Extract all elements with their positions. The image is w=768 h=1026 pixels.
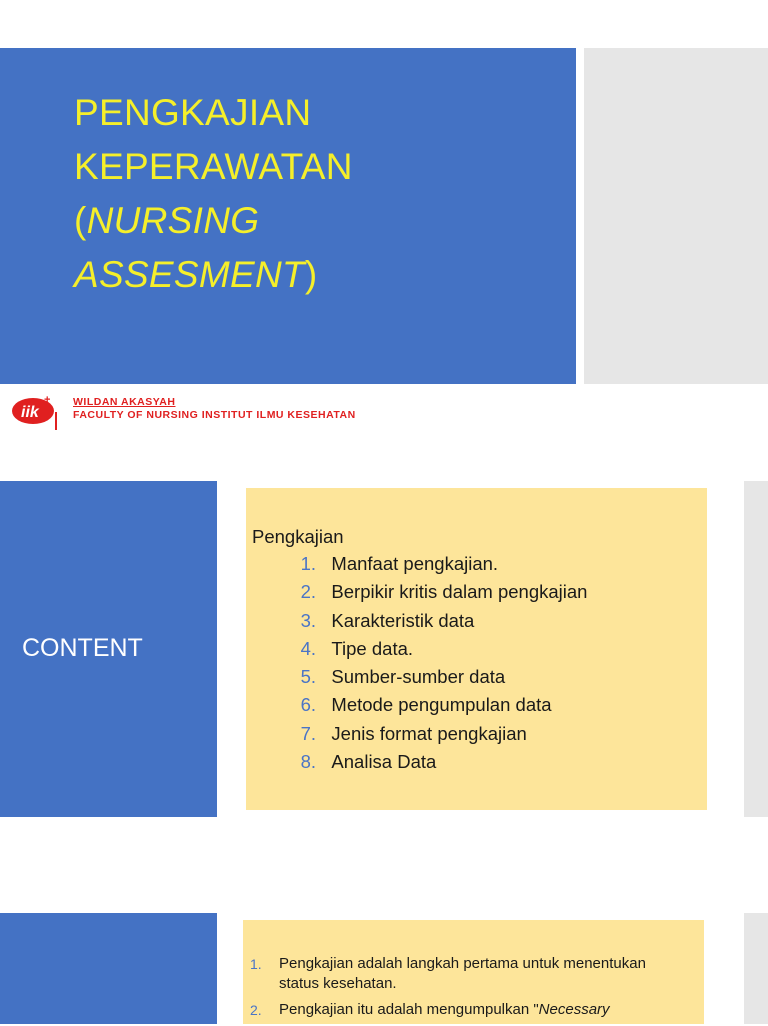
title-line-3 [74, 194, 554, 248]
list-item-text: Sumber-sumber data [331, 666, 506, 688]
content-slide-side-panel [744, 481, 768, 817]
list-item-text: Analisa Data [331, 751, 437, 773]
third-slide-panel [0, 913, 217, 1024]
title-line-1: PENGKAJIAN [74, 92, 312, 133]
list-item-number: 5. [300, 666, 316, 688]
list-item-number: 8. [300, 751, 316, 773]
third-slide-list [250, 954, 680, 1026]
author-name: WILDAN AKASYAH [73, 396, 176, 408]
title-slide-side-panel [584, 48, 768, 384]
list-item-text: Manfaat pengkajian. [331, 553, 499, 574]
title-line-2: KEPERAWATAN [74, 146, 353, 187]
list-item-number: 2. [250, 1002, 262, 1018]
logo-text: iik [21, 404, 39, 421]
list-item [252, 635, 587, 663]
list-item-text: Tipe data. [331, 637, 414, 659]
list-item-text: Pengkajian itu adalah mengumpulkan " [279, 1001, 539, 1018]
list-item [252, 663, 587, 691]
list-item [252, 691, 587, 719]
list-item [252, 550, 587, 578]
list-item-number: 2. [300, 581, 316, 603]
title-italic-1: NURSING [86, 200, 260, 241]
list-item [252, 607, 587, 635]
author-faculty: FACULTY OF NURSING INSTITUT ILMU KESEHATAN [73, 409, 356, 421]
list-item-text: Berpikir kritis dalam pengkajian [331, 581, 588, 603]
list-item-number: 1. [300, 553, 316, 574]
list-item [250, 1000, 680, 1020]
list-item-italic-text: Necessary [538, 1001, 610, 1018]
slide-title [74, 86, 554, 302]
content-heading: Pengkajian [252, 526, 344, 547]
author-block [73, 396, 356, 421]
content-list [252, 550, 587, 776]
third-slide-side-panel [744, 913, 768, 1024]
list-item [250, 954, 680, 994]
title-italic-2: ASSESMENT [74, 254, 305, 295]
list-item [252, 578, 587, 606]
list-item-text: Karakteristik data [331, 609, 475, 631]
logo-plus: + [44, 394, 51, 406]
list-item-number: 7. [300, 722, 316, 744]
title-line-4 [74, 248, 554, 302]
title-open-paren: ( [74, 200, 87, 241]
list-item-number: 6. [300, 694, 316, 716]
content-label: CONTENT [22, 634, 143, 662]
institution-logo [11, 392, 59, 432]
title-close-paren: ) [304, 254, 318, 295]
list-item [252, 720, 587, 748]
list-item [252, 748, 587, 776]
list-item-text: Metode pengumpulan data [331, 694, 552, 716]
list-item-text: Pengkajian adalah langkah pertama untuk menentukan status kesehatan. [279, 955, 646, 992]
list-item-number: 3. [300, 609, 316, 631]
list-item-number: 4. [300, 637, 316, 659]
list-item-number: 1. [250, 956, 262, 972]
list-item-text: Jenis format pengkajian [331, 722, 527, 744]
